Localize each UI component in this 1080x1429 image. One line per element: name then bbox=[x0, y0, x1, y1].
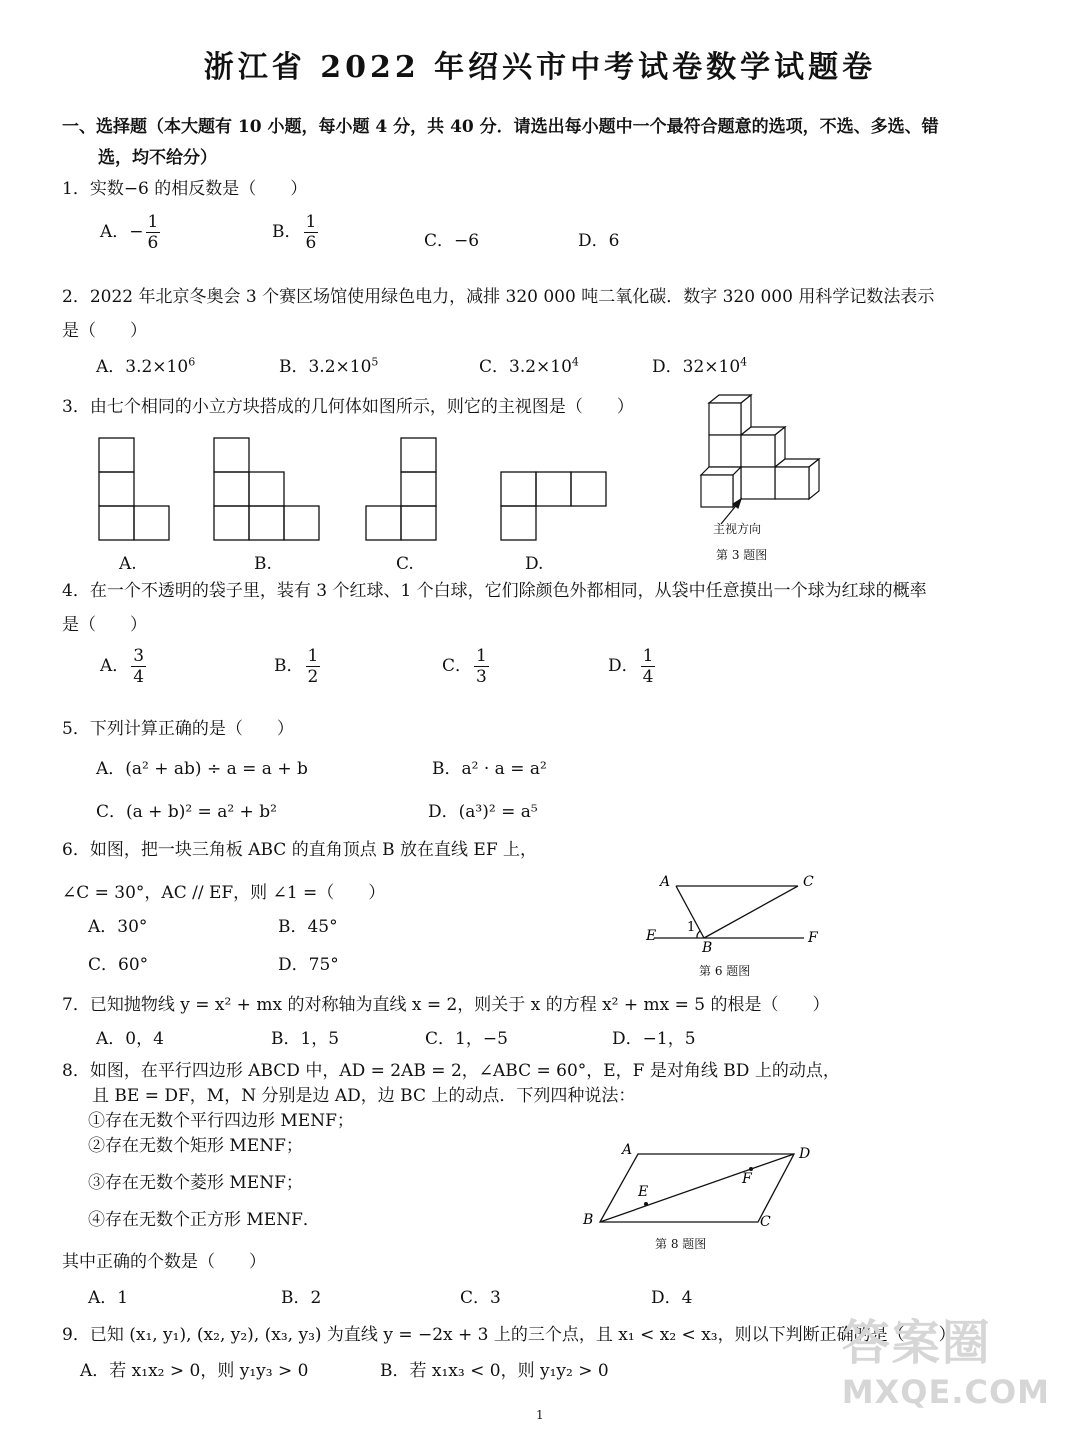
q2-option-a bbox=[96, 352, 195, 377]
q8-point-c: C bbox=[760, 1214, 771, 1230]
q4-option-b bbox=[274, 646, 322, 687]
q3-option-c-figure bbox=[366, 438, 440, 540]
q1-a-fraction bbox=[146, 212, 161, 253]
q4-c-label: C． bbox=[442, 656, 473, 676]
q8-point-f: F bbox=[742, 1171, 752, 1187]
q6-option-b: B．45° bbox=[278, 917, 338, 937]
q1-a-den: 6 bbox=[147, 233, 159, 253]
q4-line2: 是（ ） bbox=[62, 615, 147, 635]
q3-caption: 第 3 题图 bbox=[716, 548, 768, 562]
q7-stem: 7．已知抛物线 y = x² + mx 的对称轴为直线 x = 2，则关于 x 的方程 x² + mx = 5 的根是（ ） bbox=[62, 995, 830, 1015]
q3-direction-label: 主视方向 bbox=[713, 522, 762, 536]
q2-c-exp: 4 bbox=[571, 355, 579, 369]
q8-figure bbox=[578, 1138, 818, 1232]
q4-d-num: 1 bbox=[642, 646, 654, 666]
q4-b-den: 2 bbox=[307, 667, 319, 687]
q2-option-b bbox=[279, 352, 378, 377]
q8-point-e: E bbox=[638, 1184, 649, 1200]
q4-d-fraction bbox=[641, 646, 656, 687]
q6-figure bbox=[640, 868, 830, 958]
q2-d-exp: 4 bbox=[740, 355, 748, 369]
q6-option-d: D．75° bbox=[278, 955, 339, 975]
q8-option-a: A．1 bbox=[88, 1288, 129, 1308]
q3-label-d: D. bbox=[525, 554, 544, 574]
q8-caption: 第 8 题图 bbox=[655, 1237, 707, 1251]
q4-a-fraction bbox=[131, 646, 146, 687]
q3-label-b: B. bbox=[254, 554, 272, 574]
q4-b-num: 1 bbox=[307, 646, 319, 666]
q6-point-b: B bbox=[702, 940, 713, 956]
q1-b-num: 1 bbox=[305, 212, 317, 232]
q3-option-d-figure bbox=[501, 472, 609, 542]
q6-line2: ∠C = 30°，AC // EF，则 ∠1 =（ ） bbox=[62, 883, 386, 903]
q8-point-d: D bbox=[799, 1146, 811, 1162]
q1-option-d: D．6 bbox=[578, 231, 620, 251]
q2-option-d bbox=[652, 352, 747, 377]
q1-option-c: C．−6 bbox=[424, 231, 480, 251]
q8-option-c: C．3 bbox=[460, 1288, 501, 1308]
page-number: 1 bbox=[536, 1408, 544, 1422]
q4-a-num: 3 bbox=[133, 646, 145, 666]
q4-option-a bbox=[100, 646, 148, 687]
q6-angle1-label: 1 bbox=[687, 920, 696, 935]
q3-option-b-figure bbox=[214, 438, 322, 540]
q4-a-label: A． bbox=[100, 656, 130, 676]
q1-a-label: A． bbox=[100, 222, 130, 242]
q1-option-a bbox=[100, 212, 162, 253]
section-heading-line1: 一、选择题（本大题有 10 小题，每小题 4 分，共 40 分．请选出每小题中一个最符合题意的选项，不选、多选、错 bbox=[62, 117, 939, 137]
q2-option-c bbox=[479, 352, 579, 377]
q2-c-text: C．3.2×10 bbox=[479, 357, 572, 377]
q4-c-num: 1 bbox=[476, 646, 487, 666]
q2-d-text: D．32×10 bbox=[652, 357, 741, 377]
q6-segment-bc bbox=[704, 886, 798, 938]
q8-option-b: B．2 bbox=[281, 1288, 322, 1308]
q1-stem: 1．实数−6 的相反数是（ ） bbox=[62, 179, 308, 199]
q2-line1: 2．2022 年北京冬奥会 3 个赛区场馆使用绿色电力，减排 320 000 吨二氧化碳．数字 320 000 用科学记数法表示 bbox=[62, 287, 935, 307]
q2-a-exp: 6 bbox=[188, 355, 196, 369]
q4-option-c bbox=[442, 646, 491, 687]
q4-line1: 4．在一个不透明的袋子里，装有 3 个红球、1 个白球，它们除颜色外都相同，从袋中任意摸出一个球为红球的概率 bbox=[62, 581, 927, 601]
q4-b-fraction bbox=[306, 646, 321, 687]
q6-caption: 第 6 题图 bbox=[699, 964, 751, 978]
q8-line1: 8．如图，在平行四边形 ABCD 中，AD = 2AB = 2，∠ABC = 60°，E，F 是对角线 BD 上的动点， bbox=[62, 1061, 840, 1081]
q6-line1: 6．如图，把一块三角板 ABC 的直角顶点 B 放在直线 EF 上， bbox=[62, 840, 538, 860]
q6-option-a: A．30° bbox=[88, 917, 148, 937]
q1-option-b bbox=[272, 212, 320, 253]
watermark-top: 答案圈 bbox=[841, 1315, 992, 1371]
q3-label-a: A. bbox=[119, 554, 137, 574]
q6-angle1-arc bbox=[697, 931, 700, 938]
q8-statement-3: ③存在无数个菱形 MENF； bbox=[88, 1173, 303, 1193]
q6-point-a: A bbox=[660, 874, 671, 890]
q8-line2: 且 BE = DF，M，N 分别是边 AD，边 BC 上的动点．下列四种说法： bbox=[92, 1086, 636, 1106]
q1-b-fraction bbox=[304, 212, 319, 253]
q8-point-b: B bbox=[583, 1212, 594, 1228]
page-title: 浙江省 2022 年绍兴市中考试卷数学试题卷 bbox=[203, 50, 877, 85]
q1-a-sign: − bbox=[129, 222, 144, 242]
q2-line2: 是（ ） bbox=[62, 321, 147, 341]
q7-option-a: A．0，4 bbox=[96, 1029, 164, 1049]
q9-stem: 9．已知 (x₁, y₁), (x₂, y₂), (x₃, y₃) 为直线 y = −2x + 3 上的三个点，且 x₁ < x₂ < x₃，则以下判断正确的是（ ） bbox=[62, 1325, 956, 1345]
q6-option-c: C．60° bbox=[88, 955, 149, 975]
q8-statement-1: ①存在无数个平行四边形 MENF； bbox=[88, 1111, 354, 1131]
q7-option-d: D．−1，5 bbox=[612, 1029, 696, 1049]
q5-stem: 5．下列计算正确的是（ ） bbox=[62, 719, 294, 739]
q5-option-d: D．(a³)² = a⁵ bbox=[428, 802, 538, 822]
q3-label-c: C. bbox=[396, 554, 414, 574]
q6-point-e: E bbox=[646, 928, 657, 944]
q5-option-b: B．a² · a = a² bbox=[432, 759, 547, 779]
q8-point-a: A bbox=[622, 1142, 633, 1158]
q1-a-num: 1 bbox=[147, 212, 159, 232]
q4-b-label: B． bbox=[274, 656, 304, 676]
q4-a-den: 4 bbox=[133, 667, 145, 687]
q8-ask: 其中正确的个数是（ ） bbox=[62, 1252, 266, 1272]
q8-statement-2: ②存在无数个矩形 MENF； bbox=[88, 1136, 303, 1156]
q4-option-d bbox=[608, 646, 657, 687]
q4-d-den: 4 bbox=[642, 667, 654, 687]
q4-c-den: 3 bbox=[476, 667, 487, 687]
section-heading-line2: 选，均不给分） bbox=[98, 148, 217, 168]
q4-c-fraction bbox=[474, 646, 489, 687]
q5-option-c: C．(a + b)² = a² + b² bbox=[96, 802, 277, 822]
q2-a-text: A．3.2×10 bbox=[96, 357, 189, 377]
q9-option-a: A．若 x₁x₂ > 0，则 y₁y₃ > 0 bbox=[80, 1361, 309, 1381]
q3-cube-figure bbox=[695, 392, 825, 522]
q9-option-b: B．若 x₁x₃ < 0，则 y₁y₂ > 0 bbox=[380, 1361, 609, 1381]
q4-d-label: D． bbox=[608, 656, 639, 676]
q8-point-e-dot bbox=[644, 1202, 648, 1206]
q3-stem: 3．由七个相同的小立方块搭成的几何体如图所示，则它的主视图是（ ） bbox=[62, 397, 634, 417]
q8-diagonal-bd bbox=[600, 1154, 794, 1222]
q2-b-text: B．3.2×10 bbox=[279, 357, 372, 377]
q1-b-label: B． bbox=[272, 222, 302, 242]
watermark bbox=[842, 1304, 1050, 1411]
q5-option-a: A．(a² + ab) ÷ a = a + b bbox=[96, 759, 308, 779]
q3-option-a-figure bbox=[99, 438, 173, 540]
q2-b-exp: 5 bbox=[371, 355, 379, 369]
q7-option-b: B．1，5 bbox=[271, 1029, 340, 1049]
watermark-bottom: MXQE.COM bbox=[841, 1373, 1050, 1411]
q6-point-c: C bbox=[803, 874, 814, 890]
q6-point-f: F bbox=[808, 930, 818, 946]
q8-option-d: D．4 bbox=[651, 1288, 693, 1308]
q8-statement-4: ④存在无数个正方形 MENF． bbox=[88, 1210, 320, 1230]
q7-option-c: C．1，−5 bbox=[425, 1029, 508, 1049]
q1-b-den: 6 bbox=[305, 233, 317, 253]
